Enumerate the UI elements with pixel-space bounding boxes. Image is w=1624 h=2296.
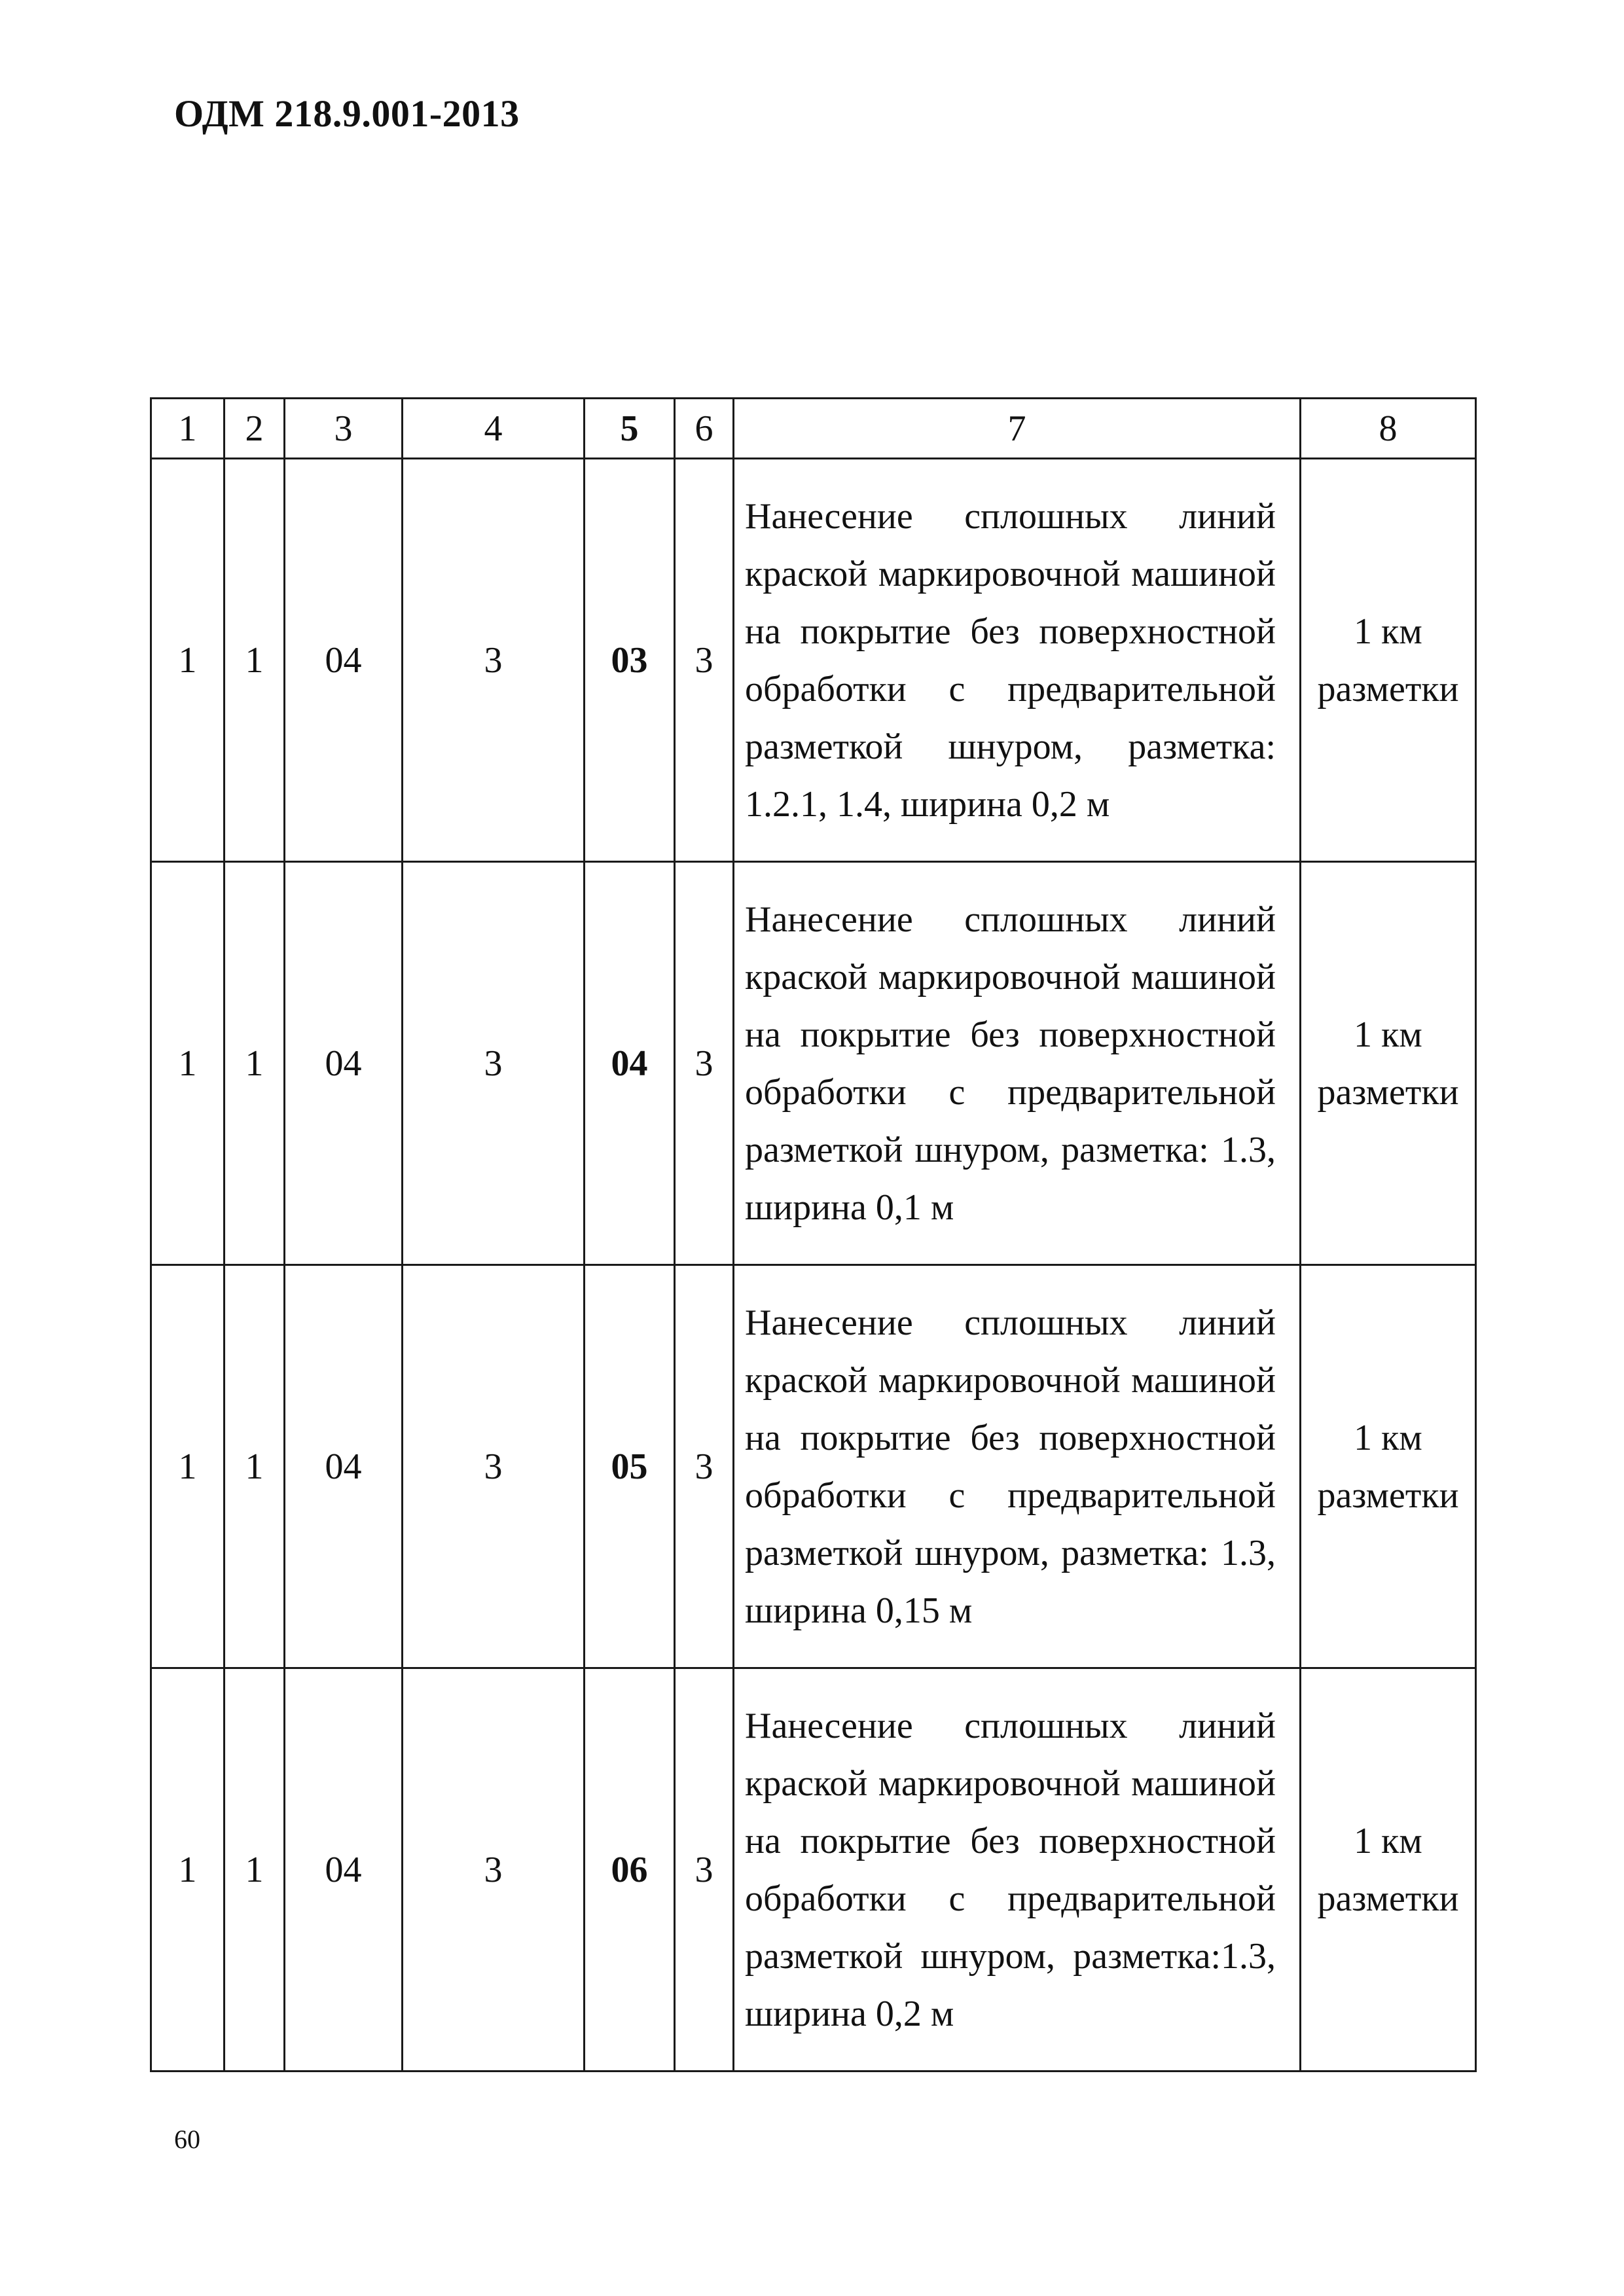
cell-description: Нанесение сплошных линий краской маркировочной машиной на покрытие без поверхностной обработки с предварительной разметкой шнуром, разметка: 1.3, ширина 0,1 м — [734, 862, 1301, 1265]
cell-col6: 3 — [675, 1265, 734, 1668]
cell-col1: 1 — [151, 862, 225, 1265]
cell-col2: 1 — [225, 1668, 285, 2072]
header-cell-5: 5 — [585, 399, 675, 459]
cell-col3: 04 — [285, 1265, 403, 1668]
cell-col2: 1 — [225, 1265, 285, 1668]
cell-unit: 1 км разметки — [1301, 1265, 1476, 1668]
cell-unit: 1 км разметки — [1301, 1668, 1476, 2072]
cell-unit: 1 км разметки — [1301, 862, 1476, 1265]
page-number: 60 — [174, 2125, 200, 2154]
cell-description: Нанесение сплошных линий краской маркировочной машиной на покрытие без поверхностной обработки с предварительной разметкой шнуром, разметка:1.3, ширина 0,2 м — [734, 1668, 1301, 2072]
cell-col4: 3 — [403, 1265, 585, 1668]
cell-col5-code: 03 — [585, 459, 675, 862]
header-cell-1: 1 — [151, 399, 225, 459]
cell-col1: 1 — [151, 1265, 225, 1668]
cell-col4: 3 — [403, 862, 585, 1265]
table-header-row — [151, 399, 1476, 459]
header-cell-7: 7 — [734, 399, 1301, 459]
table-row — [151, 1668, 1476, 2072]
cell-col4: 3 — [403, 459, 585, 862]
cell-col5-code: 06 — [585, 1668, 675, 2072]
cell-col5-code: 04 — [585, 862, 675, 1265]
cell-col1: 1 — [151, 1668, 225, 2072]
table-row — [151, 862, 1476, 1265]
cell-col6: 3 — [675, 459, 734, 862]
document-code-header: ОДМ 218.9.001-2013 — [174, 92, 520, 135]
cell-col5-code: 05 — [585, 1265, 675, 1668]
cell-description: Нанесение сплошных линий краской маркировочной машиной на покрытие без поверхностной обработки с предварительной разметкой шнуром, разметка: 1.2.1, 1.4, ширина 0,2 м — [734, 459, 1301, 862]
cell-col6: 3 — [675, 862, 734, 1265]
cell-description: Нанесение сплошных линий краской маркировочной машиной на покрытие без поверхностной обработки с предварительной разметкой шнуром, разметка: 1.3, ширина 0,15 м — [734, 1265, 1301, 1668]
table-row — [151, 459, 1476, 862]
header-cell-6: 6 — [675, 399, 734, 459]
cell-col4: 3 — [403, 1668, 585, 2072]
classification-table — [150, 397, 1477, 2072]
header-cell-3: 3 — [285, 399, 403, 459]
cell-col2: 1 — [225, 459, 285, 862]
cell-col2: 1 — [225, 862, 285, 1265]
cell-unit: 1 км разметки — [1301, 459, 1476, 862]
header-cell-8: 8 — [1301, 399, 1476, 459]
cell-col3: 04 — [285, 862, 403, 1265]
table-row — [151, 1265, 1476, 1668]
cell-col3: 04 — [285, 1668, 403, 2072]
header-cell-2: 2 — [225, 399, 285, 459]
cell-col6: 3 — [675, 1668, 734, 2072]
cell-col3: 04 — [285, 459, 403, 862]
header-cell-4: 4 — [403, 399, 585, 459]
cell-col1: 1 — [151, 459, 225, 862]
